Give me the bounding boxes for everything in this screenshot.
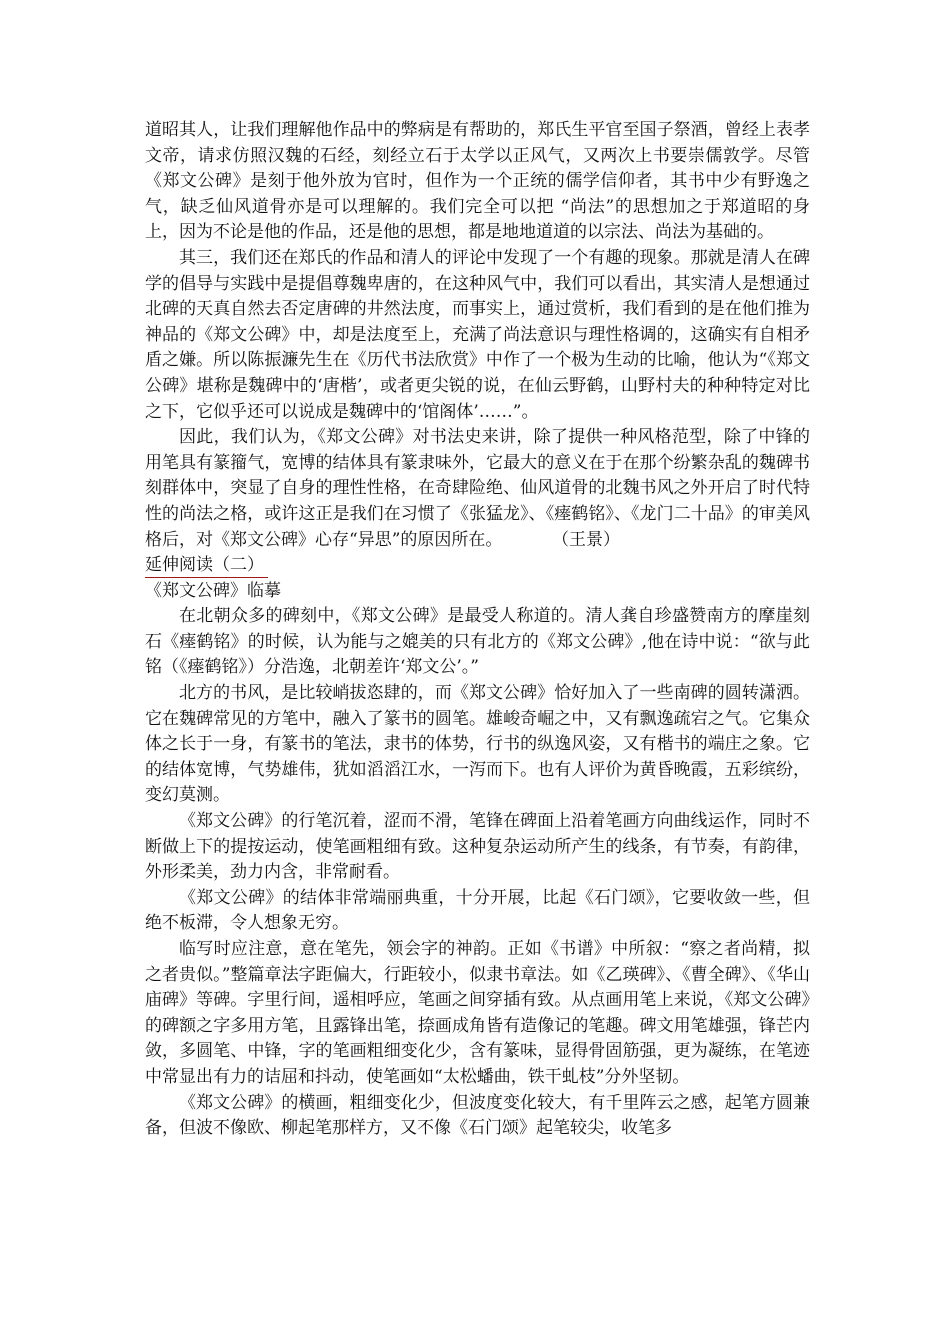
document-page: [145, 118, 810, 1142]
paragraph-zheng-daozhao: 道昭其人，让我们理解他作品中的弊病是有帮助的，郑氏生平官至国子祭酒，曾经上表孝文帝，请求仿照汉魏的石经，刻经立石于太学以正风气，又两次上书要崇儒敦学。尽管《郑文公碑》是刻于他外放为官时，但作为一个正统的儒学信仰者，其书中少有野逸之气，缺乏仙风道骨亦是可以理解的。我们完全可以把 “尚法”的思想加之于郑道昭的身上，因为不论是他的作品，还是他的思想，都是地地道道的以宗法、尚法为基础的。: [145, 120, 810, 243]
paragraph-xingbi: 《郑文公碑》的行笔沉着，涩而不滑，笔锋在碑面上沿着笔画方向曲线运作，同时不断做上下的提按运动，使笔画粗细有致。这种复杂运动所产生的线条，有节奏，有韵律，外形柔美，劲力内含，非常耐看。: [145, 811, 810, 883]
paragraph-beifang-shufeng: 北方的书风，是比较峭拔恣肆的，而《郑文公碑》恰好加入了一些南碑的圆转潇洒。它在魏碑常见的方笔中，融入了篆书的圆笔。雄峻奇崛之中，又有飘逸疏宕之气。它集众体之长于一身，有篆书的笔法，隶书的体势，行书的纵逸风姿，又有楷书的端庄之象。它的结体宽博，气势雄伟，犹如滔滔江水，一泻而下。也有人评价为黄昏晚霞，五彩缤纷，变幻莫测。: [145, 683, 810, 806]
author-attribution: （王景）: [552, 529, 620, 550]
paragraph-yinci-text: 因此，我们认为，《郑文公碑》对书法史来讲，除了提供一种风格范型，除了中锋的用笔具有篆籀气，宽博的结体具有篆隶味外，它最大的意义在于在那个纷繁杂乱的魏碑书刻群体中，突显了自身的理性性格，在奇肆险绝、仙风道骨的北魏书风之外开启了时代特性的尚法之格，或许这正是我们在习惯了《张猛龙》、《瘗鹤铭》、《龙门二十品》的审美风格后，对《郑文公碑》心存“异思”的原因所在。: [145, 427, 810, 550]
sub-heading: 《郑文公碑》临摹: [145, 580, 281, 601]
paragraph-jieti: 《郑文公碑》的结体非常端丽典重，十分开展，比起《石门颂》，它要收敛一些，但绝不板滞，令人想象无穷。: [145, 887, 810, 934]
section-heading-underline: [145, 577, 268, 578]
paragraph-henghua: 《郑文公碑》的横画，粗细变化少，但波度变化较大，有千里阵云之感，起笔方圆兼备，但波不像欧、柳起笔那样方，又不像《石门颂》起笔较尖，收笔多: [145, 1092, 810, 1139]
paragraph-yinci: [145, 425, 810, 553]
paragraph-beichao: 在北朝众多的碑刻中，《郑文公碑》是最受人称道的。清人龚自珍盛赞南方的摩崖刻石《瘗鹤铭》的时候，认为能与之媲美的只有北方的《郑文公碑》,他在诗中说：“欲与此铭（《瘗鹤铭》）分浩逸，北朝差许‘郑文公’。”: [145, 606, 810, 678]
paragraph-linxie: 临写时应注意，意在笔先，领会字的神韵。正如《书谱》中所叙：“察之者尚精，拟之者贵似。”整篇章法字距偏大，行距较小，似隶书章法。如《乙瑛碑》、《曹全碑》、《华山庙碑》等碑。字里行间，遥相呼应，笔画之间穿插有致。从点画用笔上来说，《郑文公碑》的碑额之字多用方笔，且露锋出笔，捺画成角皆有造像记的笔趣。碑文用笔雄强，锋芒内敛，多圆笔、中锋，字的笔画粗细变化少，含有篆味，显得骨固筋强，更为凝练，在笔迹中常显出有力的诘屈和抖动，使笔画如“太松蟠曲，铁干虬枝”分外坚韧。: [145, 939, 810, 1087]
section-heading: [145, 553, 264, 579]
section-heading-wrapper: [145, 553, 810, 579]
paragraph-qisan: 其三，我们还在郑氏的作品和清人的评论中发现了一个有趣的现象。那就是清人在碑学的倡导与实践中是提倡尊魏卑唐的，在这种风气中，我们可以看出，其实清人是想通过北碑的天真自然去否定唐碑的井然法度，而事实上，通过赏析，我们看到的是在他们推为神品的《郑文公碑》中，却是法度至上，充满了尚法意识与理性格调的，这确实有自相矛盾之嫌。所以陈振濂先生在《历代书法欣赏》中作了一个极为生动的比喻，他认为“《郑文公碑》堪称是魏碑中的‘唐楷’，或者更尖锐的说，在仙云野鹤，山野村夫的种种特定对比之下，它似乎还可以说成是魏碑中的‘馆阁体’……”。: [145, 247, 810, 422]
section-heading-text: 延伸阅读（二）: [145, 555, 264, 576]
